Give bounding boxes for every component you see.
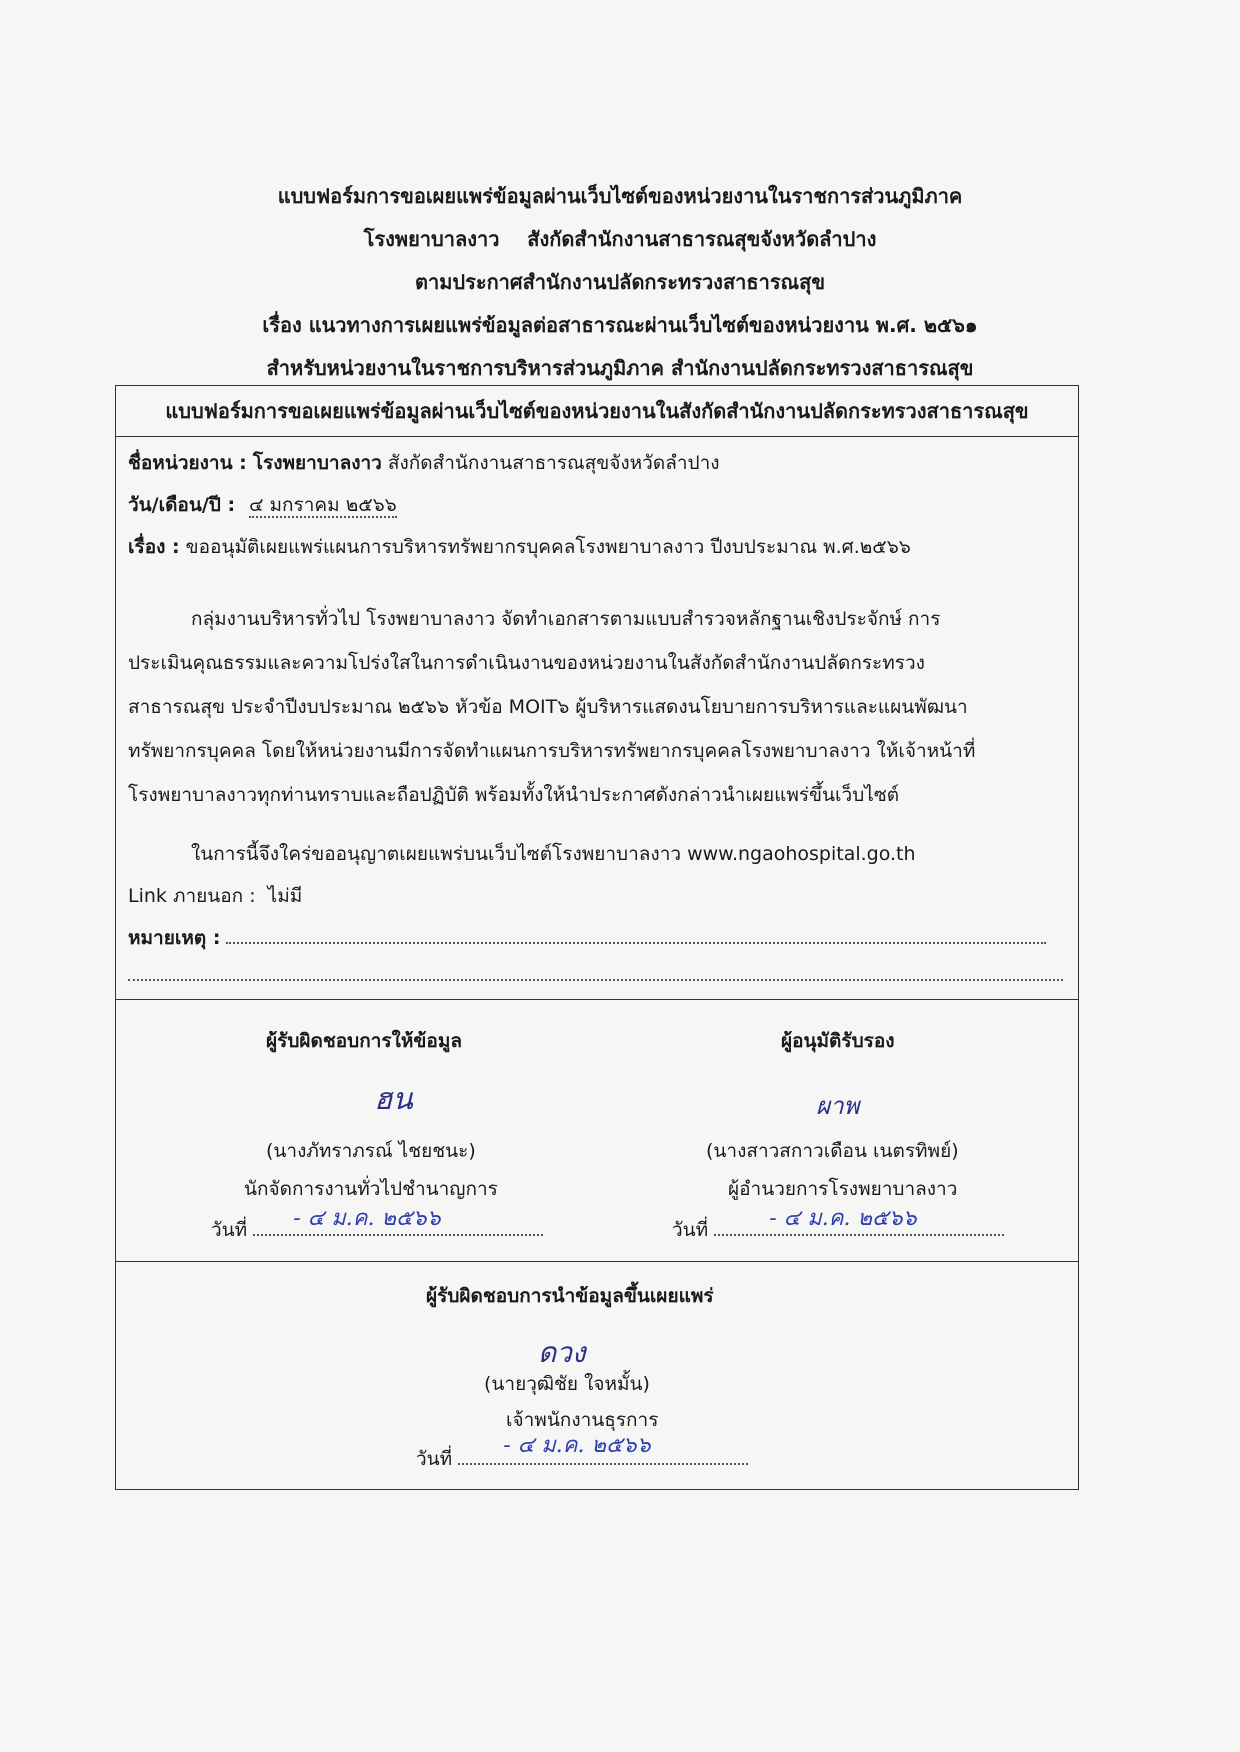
right-date-label: วันที่ <box>672 1219 709 1241</box>
left-signature-image: ฮน <box>374 1082 413 1117</box>
bottom-sign-position: เจ้าพนักงานธุรการ <box>506 1409 659 1431</box>
bottom-date-stamp: - ๔ ม.ค. ๒๕๖๖ <box>503 1433 651 1458</box>
right-date-row <box>672 1206 1004 1245</box>
subject-row <box>128 532 911 562</box>
remark-dotted-line-2 <box>128 966 1063 985</box>
remark-row <box>128 923 1046 953</box>
header-line-4: เรื่อง แนวทางการเผยแพร่ข้อมูลต่อสาธารณะผ่านเว็บไซต์ของหน่วยงาน พ.ศ. ๒๕๖๑ <box>262 313 978 337</box>
remark-dotted-line-1 <box>226 942 1046 944</box>
unit-row <box>128 448 720 478</box>
bottom-sign-name: (นายวุฒิชัย ใจหมั้น) <box>484 1373 650 1395</box>
link-value: ไม่มี <box>267 885 303 907</box>
right-sign-name: (นางสาวสกาวเดือน เนตรทิพย์) <box>706 1140 959 1162</box>
header-line-2: โรงพยาบาลงาว สังกัดสำนักงานสาธารณสุขจังหวัดลำปาง <box>363 227 877 251</box>
right-date-stamp: - ๔ ม.ค. ๒๕๖๖ <box>769 1206 917 1231</box>
section-divider-1 <box>116 999 1078 1000</box>
bottom-signature-image: ดวง <box>538 1336 586 1369</box>
header-line-1: แบบฟอร์มการขอเผยแพร่ข้อมูลผ่านเว็บไซต์ของหน่วยงานในราชการส่วนภูมิภาค <box>277 184 963 208</box>
left-date-label: วันที่ <box>211 1219 248 1241</box>
subject-label: เรื่อง : <box>128 536 180 558</box>
right-sign-position: ผู้อำนวยการโรงพยาบาลงาว <box>728 1178 958 1200</box>
subject-value: ขออนุมัติเผยแพร่แผนการบริหารทรัพยากรบุคคลโรงพยาบาลงาว ปีงบประมาณ พ.ศ.๒๕๖๖ <box>185 536 911 558</box>
form-title: แบบฟอร์มการขอเผยแพร่ข้อมูลผ่านเว็บไซต์ของหน่วยงานในสังกัดสำนักงานปลัดกระทรวงสาธารณสุข <box>116 386 1078 437</box>
left-sign-position: นักจัดการงานทั่วไปชำนาญการ <box>244 1178 498 1200</box>
left-date-row <box>211 1206 543 1245</box>
request-line: ในการนี้จึงใคร่ขออนุญาตเผยแพร่บนเว็บไซต์โรงพยาบาลงาว www.ngaohospital.go.th <box>191 843 916 865</box>
body-line-5: โรงพยาบาลงาวทุกท่านทราบและถือปฏิบัติ พร้อมทั้งให้นำประกาศดังกล่าวนำเผยแพร่ขึ้นเว็บไซต์ <box>128 784 900 806</box>
header-line-5: สำหรับหน่วยงานในราชการบริหารส่วนภูมิภาค สำนักงานปลัดกระทรวงสาธารณสุข <box>266 356 974 380</box>
left-date-stamp: - ๔ ม.ค. ๒๕๖๖ <box>293 1206 441 1231</box>
right-sign-heading: ผู้อนุมัติรับรอง <box>781 1030 895 1052</box>
bottom-date-row <box>416 1433 748 1474</box>
form-box <box>115 385 1079 1490</box>
date-label: วัน/เดือน/ปี : <box>128 494 236 516</box>
link-label: Link ภายนอก : <box>128 885 256 907</box>
right-signature-image: ผาพ <box>816 1092 860 1120</box>
date-value: ๔ มกราคม ๒๕๖๖ <box>249 494 397 516</box>
left-sign-name: (นางภัทราภรณ์ ไชยชนะ) <box>266 1140 476 1162</box>
bottom-date-label: วันที่ <box>416 1448 453 1470</box>
bottom-sign-heading: ผู้รับผิดชอบการนำข้อมูลขึ้นเผยแพร่ <box>426 1285 714 1307</box>
unit-affiliation: สังกัดสำนักงานสาธารณสุขจังหวัดลำปาง <box>387 452 720 474</box>
left-sign-heading: ผู้รับผิดชอบการให้ข้อมูล <box>266 1030 462 1052</box>
header-line-3: ตามประกาศสำนักงานปลัดกระทรวงสาธารณสุข <box>414 270 825 294</box>
body-line-2: ประเมินคุณธรรมและความโปร่งใสในการดำเนินงานของหน่วยงานในสังกัดสำนักงานปลัดกระทรวง <box>128 652 925 674</box>
body-line-1: กลุ่มงานบริหารทั่วไป โรงพยาบาลงาว จัดทำเอกสารตามแบบสำรวจหลักฐานเชิงประจักษ์ การ <box>191 608 941 630</box>
link-row <box>128 881 302 911</box>
unit-label: ชื่อหน่วยงาน : <box>128 452 247 474</box>
unit-value: โรงพยาบาลงาว <box>252 452 382 474</box>
date-row <box>128 490 397 520</box>
section-divider-2 <box>116 1261 1078 1262</box>
body-line-3: สาธารณสุข ประจำปีงบประมาณ ๒๕๖๖ หัวข้อ MOIT๖ ผู้บริหารแสดงนโยบายการบริหารและแผนพัฒนา <box>128 696 968 718</box>
remark-label: หมายเหตุ : <box>128 927 221 949</box>
body-line-4: ทรัพยากรบุคคล โดยให้หน่วยงานมีการจัดทำแผนการบริหารทรัพยากรบุคคลโรงพยาบาลงาว ให้เจ้าหน้าที่ <box>128 740 976 762</box>
